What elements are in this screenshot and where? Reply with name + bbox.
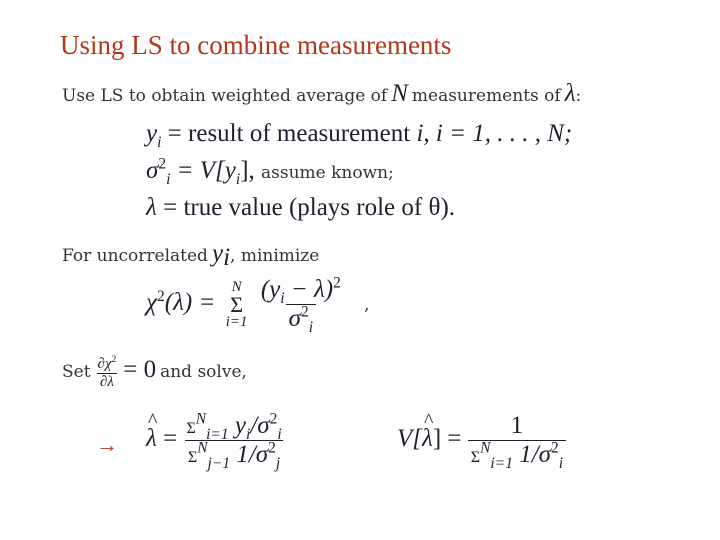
rl-num-tail-sub: i — [245, 426, 251, 443]
rl-num-sub: i=1 — [206, 426, 229, 443]
rl-den-sum: Σ — [187, 449, 198, 466]
def-y-text: result of measurement — [188, 120, 411, 147]
intro-prefix: Use LS to obtain weighted average of — [62, 86, 388, 106]
rl-den-sub: j−1 — [207, 455, 231, 472]
chi2-numerator-tail: − λ) — [284, 276, 334, 303]
chi2-sum-lower: i=1 — [225, 313, 248, 330]
rv-den-sub: i=1 — [490, 455, 513, 472]
result-variance — [397, 412, 566, 472]
result-lambda — [146, 410, 285, 472]
definition-y — [146, 120, 573, 151]
set-line — [62, 356, 247, 391]
result-var-lhs: V[ — [397, 425, 422, 453]
result-variance-fraction — [468, 412, 566, 472]
chi2-sum-upper: N — [231, 278, 242, 295]
rl-den-tail-sup: 2 — [268, 439, 276, 457]
def-y-tail: , i = 1, . . . , N; — [423, 120, 573, 147]
def-sigma-lhs: σ — [146, 157, 159, 184]
intro-middle: measurements of — [411, 86, 561, 106]
result-var-var: ^ λ — [422, 425, 433, 453]
rl-num-tail: y — [228, 412, 246, 439]
intro-line — [62, 80, 581, 108]
chi2-numerator-sup: 2 — [333, 274, 341, 292]
chi2-sum — [222, 280, 252, 330]
rl-den-tail: 1/σ — [230, 441, 269, 468]
chi2-lhs: χ — [146, 289, 157, 317]
def-y-i: i — [416, 120, 424, 147]
result-lambda-eq: = — [156, 425, 184, 453]
rl-num-sup: N — [195, 410, 207, 428]
def-y-sub: i — [157, 134, 162, 151]
def-y-eq: = — [161, 120, 189, 147]
intro-n: N — [391, 80, 408, 107]
rl-num-sum: Σ — [186, 420, 196, 437]
minimize-sub: i — [223, 244, 231, 272]
def-sigma-eq: = V[y — [170, 157, 236, 184]
rl-num-tail2-sub: i — [277, 426, 282, 443]
chi2-sum-symbol: Σ — [230, 291, 244, 317]
minimize-suffix: , minimize — [230, 246, 320, 266]
derivative — [95, 356, 120, 391]
rl-den-sup: N — [197, 439, 208, 457]
rl-den-tail-sub: j — [275, 455, 281, 472]
result-lambda-fraction — [183, 410, 284, 472]
chi2-trailing: , — [364, 295, 370, 316]
set-eq: = 0 — [123, 356, 157, 384]
chi2-formula — [146, 274, 370, 336]
intro-suffix: : — [575, 86, 582, 106]
slide-title: Using LS to combine measurements — [60, 30, 452, 60]
definition-sigma: $\sigma^2_i = V[y_i]$, assume known; — [146, 155, 394, 188]
result-lambda-lhs: ^ λ — [146, 425, 157, 453]
chi2-lhs-sup: 2 — [157, 287, 165, 305]
definition-lambda — [146, 194, 455, 222]
minimize-prefix: For uncorrelated — [62, 246, 208, 266]
arrow-icon: → — [96, 432, 118, 457]
intro-lambda: λ — [564, 80, 576, 107]
def-sigma-close: ], — [240, 157, 255, 184]
result-var-close: ] = — [432, 425, 468, 453]
minimize-var: y — [211, 240, 224, 267]
chi2-denominator-sup: 2 — [301, 303, 309, 321]
def-lambda-eq: = — [156, 194, 184, 221]
chi2-lhs-arg: (λ) = — [164, 289, 222, 317]
rv-den-tail: 1/σ — [512, 441, 551, 468]
def-lambda-text: true value (plays role of θ). — [183, 194, 456, 221]
rv-num: 1 — [510, 412, 524, 439]
minimize-line — [62, 240, 320, 272]
chi2-denominator-sub: i — [308, 319, 314, 336]
chi2-numerator: (y — [260, 276, 281, 303]
rv-den-sup: N — [480, 439, 491, 457]
deriv-den: ∂λ — [97, 373, 117, 391]
deriv-num-sup: 2 — [111, 355, 117, 365]
def-sigma-sub: i — [166, 171, 171, 188]
def-lambda-lhs: λ — [146, 194, 157, 221]
def-sigma-text: assume known; — [261, 163, 394, 183]
def-sigma-sup: 2 — [158, 155, 167, 173]
rl-num-tail2-sup: 2 — [269, 410, 278, 428]
deriv-num: ∂χ — [97, 356, 112, 372]
chi2-numerator-sub: i — [280, 290, 285, 307]
chi2-fraction — [258, 274, 344, 336]
rv-den-sum: Σ — [470, 449, 481, 466]
chi2-denominator: σ — [288, 305, 301, 332]
def-y-lhs: y — [146, 120, 158, 147]
set-prefix: Set — [62, 362, 91, 383]
set-suffix: and solve, — [160, 362, 247, 383]
rv-den-tail-sub: i — [558, 455, 564, 472]
rv-den-tail-sup: 2 — [550, 439, 559, 457]
rl-num-tail2: /σ — [250, 412, 270, 439]
